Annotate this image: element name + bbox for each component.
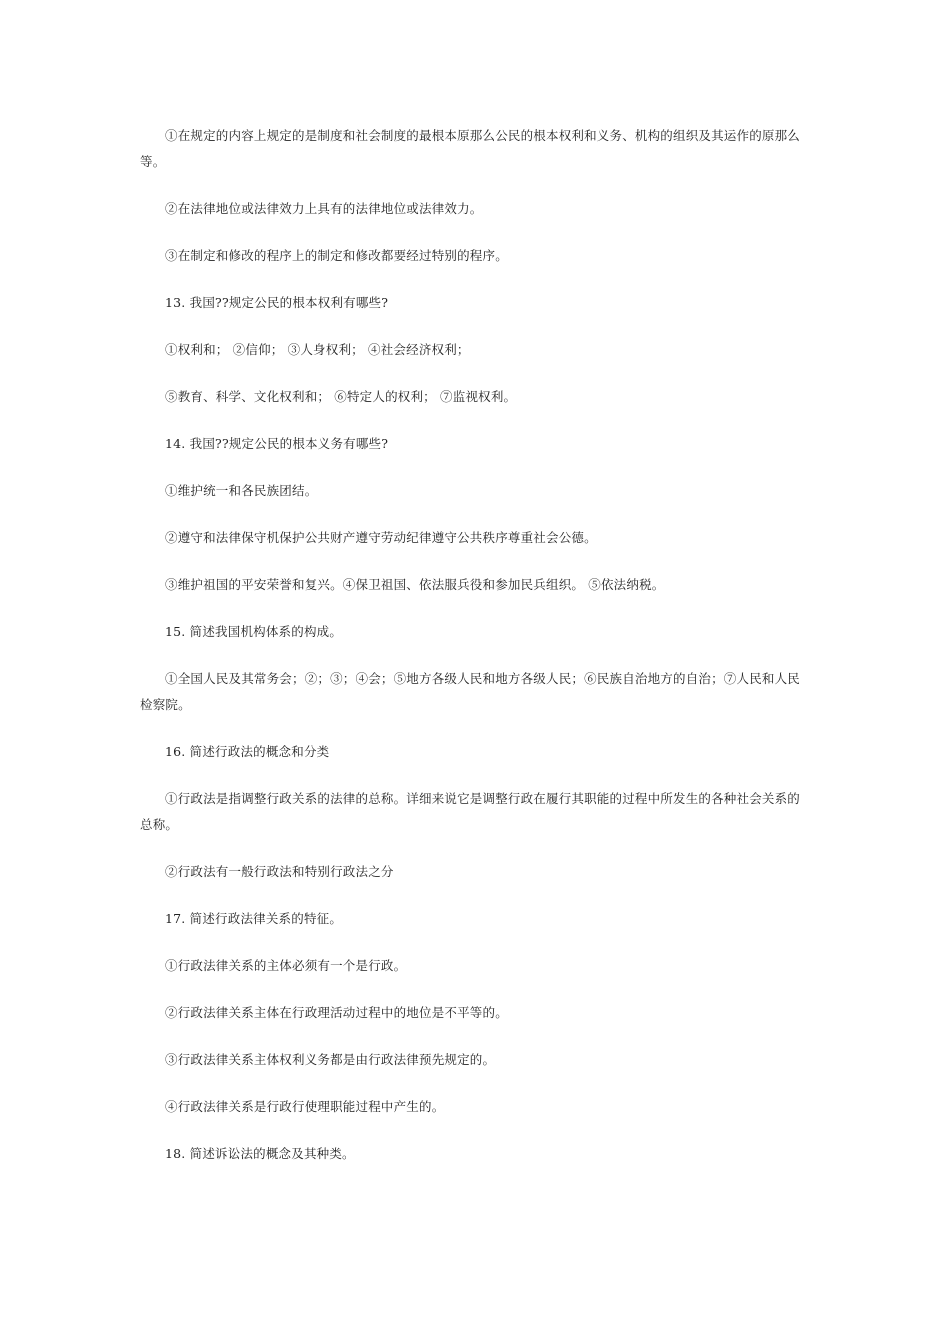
paragraph-18: ②行政法律关系主体在行政理活动过程中的地位是不平等的。 xyxy=(165,1005,508,1020)
paragraph-1: ①在规定的内容上规定的是制度和社会制度的最根本原那么公民的根本权利和义务、机构的组织及其运作的原那么等。 xyxy=(140,128,801,169)
paragraph-12: ①全国人民及其常务会；②；③；④会；⑤地方各级人民和地方各级人民；⑥民族自治地方的自治；⑦人民和人民检察院。 xyxy=(140,671,801,712)
paragraph-19: ③行政法律关系主体权利义务都是由行政法律预先规定的。 xyxy=(165,1052,496,1067)
paragraph-20: ④行政法律关系是行政行使理职能过程中产生的。 xyxy=(165,1099,445,1114)
paragraph-9: ②遵守和法律保守机保护公共财产遵守劳动纪律遵守公共秩序尊重社会公德。 xyxy=(165,530,597,545)
paragraph-5: ①权利和； ②信仰； ③人身权利； ④社会经济权利； xyxy=(165,342,470,357)
question-15-heading: 15. 简述我国机构体系的构成。 xyxy=(165,624,343,639)
paragraph-17: ①行政法律关系的主体必须有一个是行政。 xyxy=(165,958,407,973)
paragraph-6: ⑤教育、科学、文化权利和； ⑥特定人的权利； ⑦监视权利。 xyxy=(165,389,517,404)
paragraph-8: ①维护统一和各民族团结。 xyxy=(165,483,318,498)
paragraph-3: ③在制定和修改的程序上的制定和修改都要经过特别的程序。 xyxy=(165,248,508,263)
paragraph-15: ②行政法有一般行政法和特别行政法之分 xyxy=(165,864,394,879)
question-16-heading: 16. 简述行政法的概念和分类 xyxy=(165,744,330,759)
question-14-heading: 14. 我国??规定公民的根本义务有哪些? xyxy=(165,436,389,451)
document-body xyxy=(140,123,808,1167)
question-18-heading: 18. 简述诉讼法的概念及其种类。 xyxy=(165,1146,355,1161)
question-17-heading: 17. 简述行政法律关系的特征。 xyxy=(165,911,343,926)
paragraph-14: ①行政法是指调整行政关系的法律的总称。详细来说它是调整行政在履行其职能的过程中所发生的各种社会关系的总称。 xyxy=(140,791,801,832)
paragraph-10: ③维护祖国的平安荣誉和复兴。④保卫祖国、依法服兵役和参加民兵组织。 ⑤依法纳税。 xyxy=(165,577,665,592)
question-13-heading: 13. 我国??规定公民的根本权利有哪些? xyxy=(165,295,389,310)
paragraph-2: ②在法律地位或法律效力上具有的法律地位或法律效力。 xyxy=(165,201,483,216)
